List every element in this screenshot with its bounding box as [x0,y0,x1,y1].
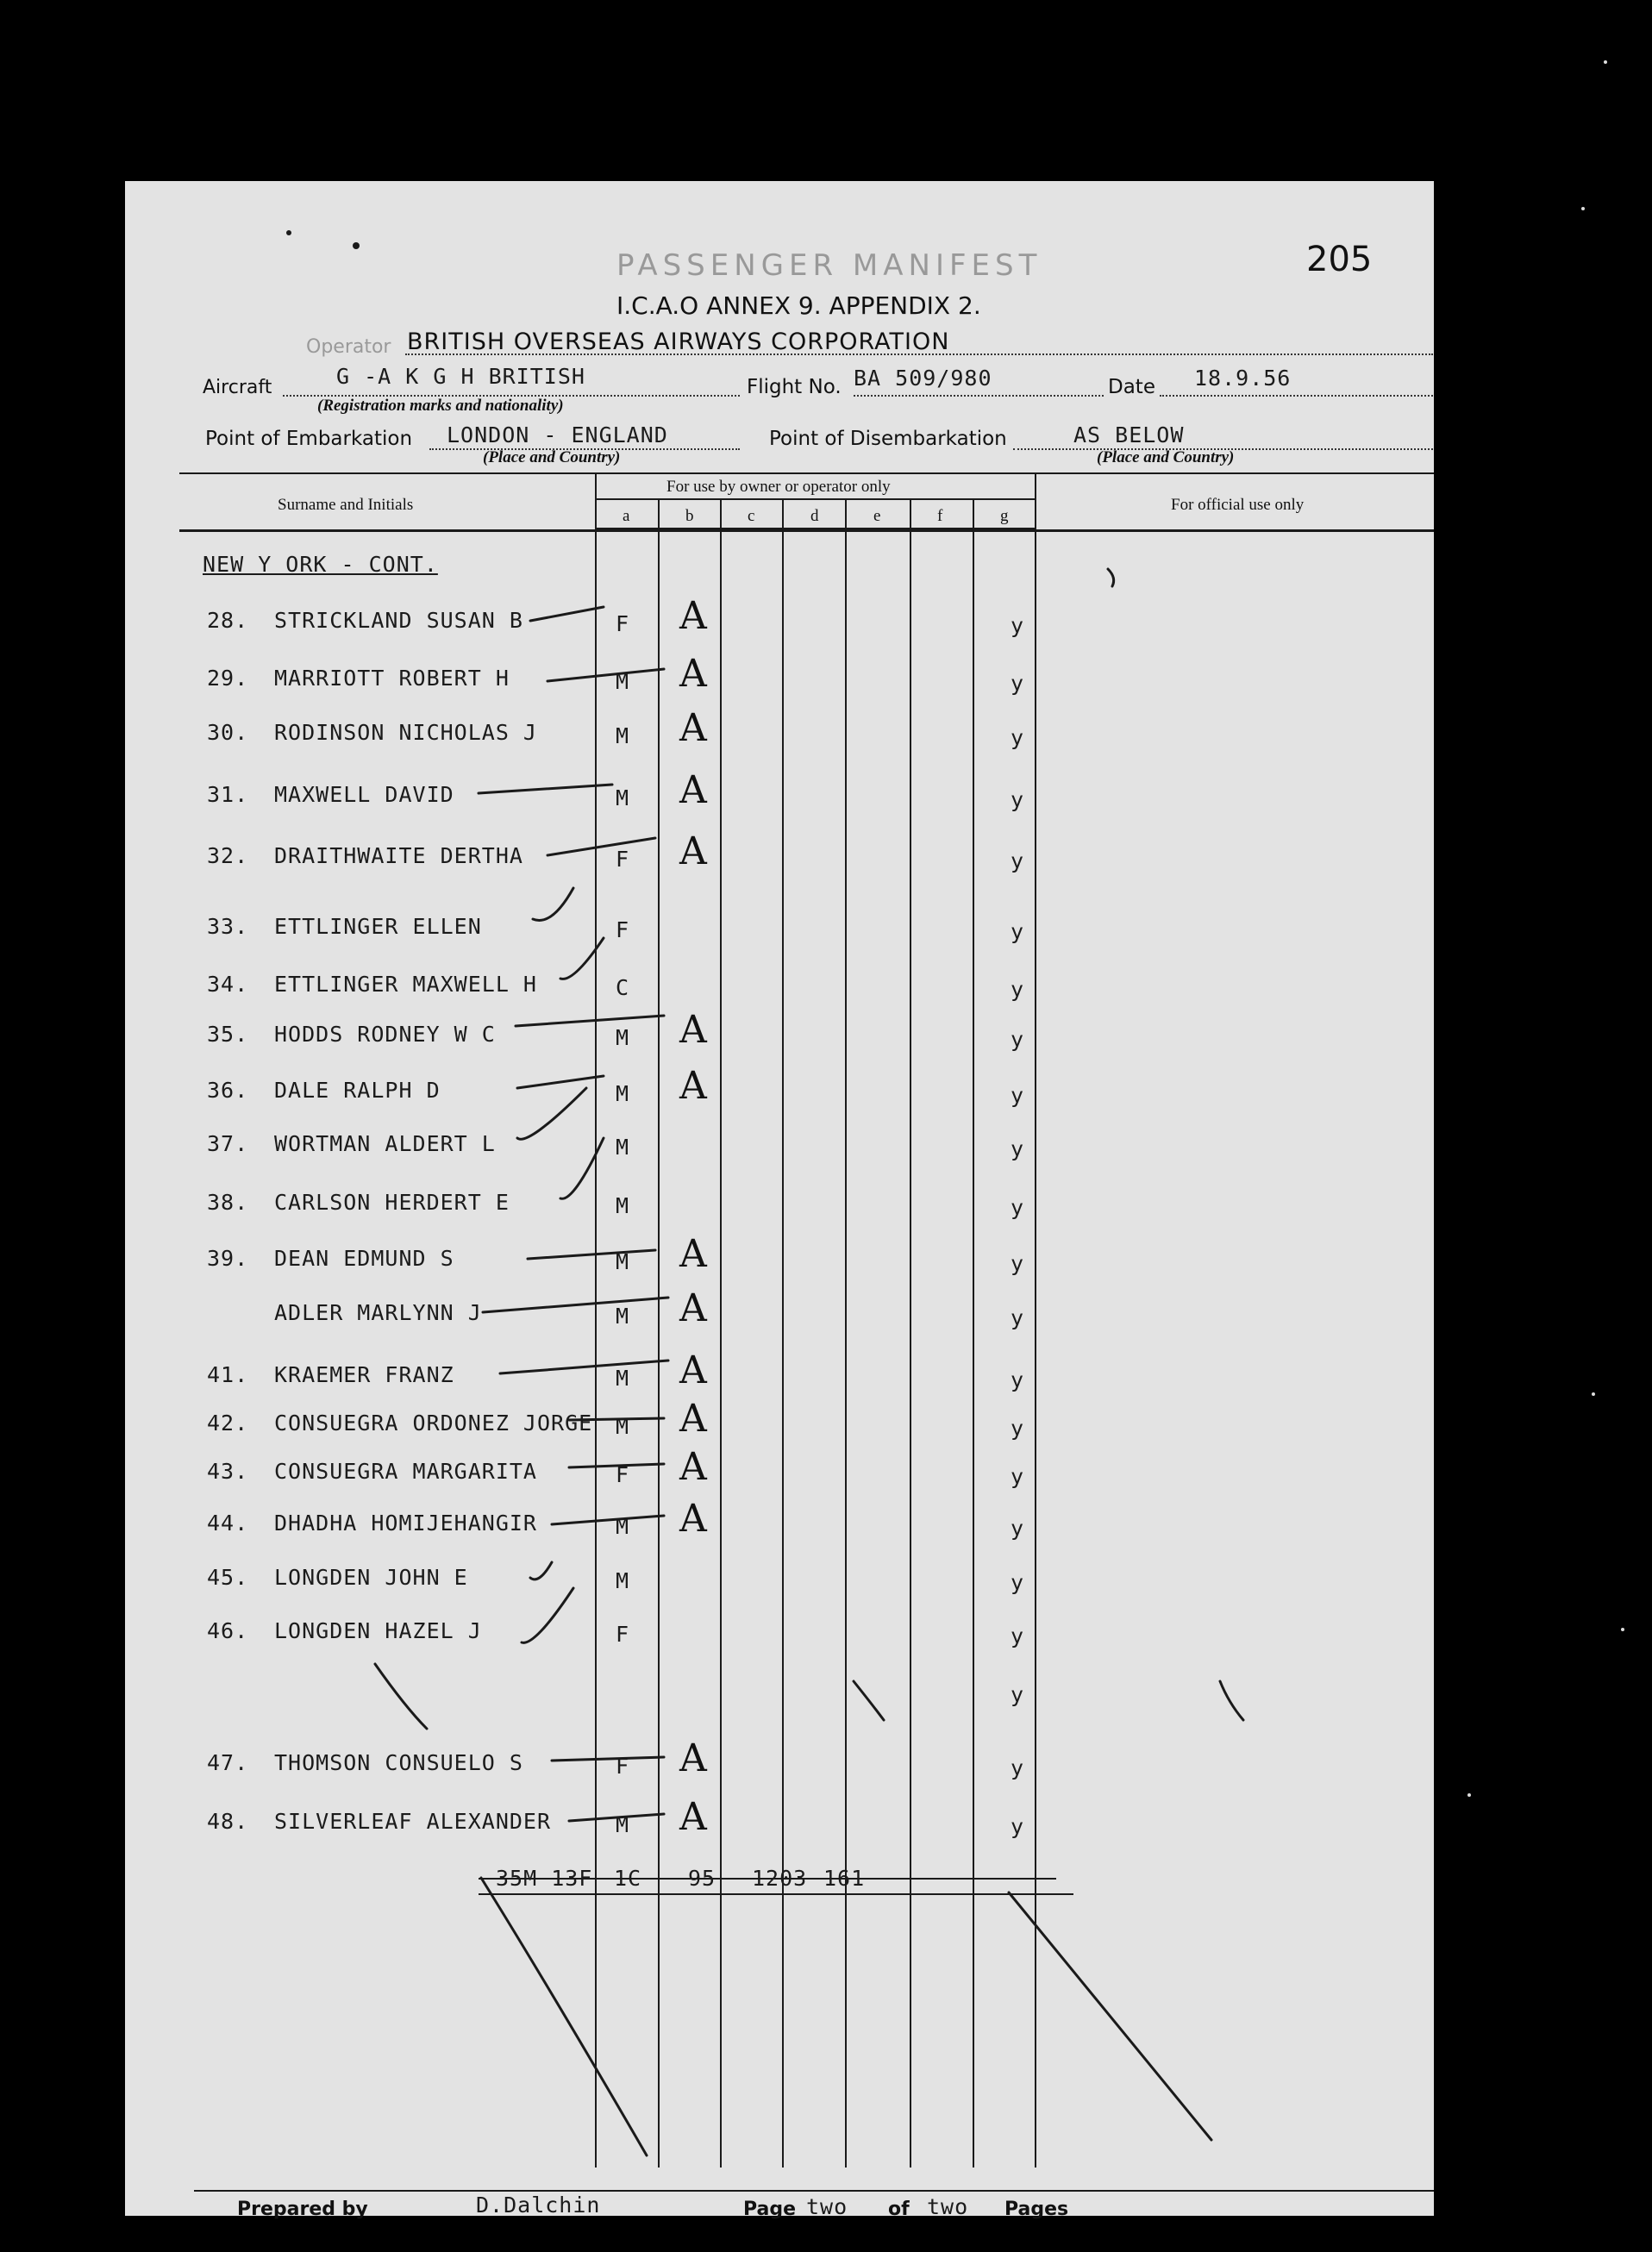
passenger-check-g: y [1011,1682,1025,1707]
handwritten-mark-b: A [679,768,707,812]
passenger-sex: M [616,669,630,694]
passenger-number: 35. [207,1022,249,1047]
passenger-number: 47. [207,1750,249,1775]
passenger-check-g: y [1011,1570,1025,1595]
disembarkation-value: AS BELOW [1073,422,1185,447]
handwritten-mark-b: A [679,1795,707,1839]
passenger-sex: M [616,1249,630,1274]
passenger-sex: M [616,1025,630,1050]
flight-label: Flight No. [747,376,842,398]
handwritten-mark-b: A [679,594,707,638]
total-sex: 35M 13F [496,1866,593,1891]
passenger-number: 30. [207,720,249,745]
total-a: 1C [614,1866,642,1891]
operator-value: BRITISH OVERSEAS AIRWAYS CORPORATION [407,328,950,355]
column-letter-e: e [873,507,881,525]
handwritten-mark-b: A [679,652,707,696]
date-value: 18.9.56 [1194,366,1292,391]
passenger-name: KRAEMER FRANZ [274,1362,454,1387]
passenger-sex: M [616,785,630,810]
passenger-check-g: y [1011,977,1025,1002]
of-value: two [927,2194,969,2219]
owner-use-header: For use by owner or operator only [666,478,891,496]
disembarkation-note: (Place and Country) [1097,448,1235,466]
passenger-name: THOMSON CONSUELO S [274,1750,523,1775]
passenger-name: HODDS RODNEY W C [274,1022,496,1047]
handwritten-mark-b: A [679,1497,707,1541]
handwritten-mark-b: A [679,1348,707,1392]
page-label: Page [743,2199,797,2220]
passenger-sex: F [616,1622,630,1647]
handwritten-mark-b: A [679,1232,707,1276]
passenger-name: MAXWELL DAVID [274,782,454,807]
passenger-name: ETTLINGER MAXWELL H [274,972,537,997]
passenger-check-g: y [1011,671,1025,696]
passenger-sex: F [616,1754,630,1779]
passenger-number: 33. [207,914,249,939]
passenger-number: 45. [207,1565,249,1590]
document-subtitle: I.C.A.O ANNEX 9. APPENDIX 2. [616,291,981,320]
passenger-sex: M [616,723,630,748]
passenger-number: 32. [207,843,249,868]
passenger-name: ADLER MARLYNN J [274,1300,482,1325]
document-title: PASSENGER MANIFEST [616,248,1042,283]
passenger-name: DEAN EDMUND S [274,1246,454,1271]
passenger-number: 34. [207,972,249,997]
passenger-check-g: y [1011,1516,1025,1541]
passenger-number: 46. [207,1618,249,1643]
official-use-header: For official use only [1171,496,1305,514]
passenger-check-g: y [1011,1623,1025,1648]
of-label: of [888,2199,910,2220]
handwritten-mark-b: A [679,1064,707,1108]
passenger-number: 41. [207,1362,249,1387]
page-number: 205 [1306,240,1373,279]
handwritten-mark-b: A [679,1445,707,1489]
passenger-check-g: y [1011,1305,1025,1330]
column-letter-c: c [748,507,755,525]
passenger-number: 29. [207,666,249,691]
passenger-check-g: y [1011,919,1025,944]
passenger-name: MARRIOTT ROBERT H [274,666,510,691]
aircraft-note: (Registration marks and nationality) [317,397,564,415]
handwritten-mark-b: A [679,1397,707,1441]
flight-value: BA 509/980 [854,366,992,391]
column-letter-a: a [623,507,630,525]
passenger-number: 44. [207,1511,249,1536]
column-letter-b: b [685,507,694,525]
passenger-check-g: y [1011,613,1025,638]
pages-label: Pages [1004,2199,1069,2220]
disembarkation-label: Point of Disembarkation [769,428,1007,450]
passenger-check-g: y [1011,725,1025,750]
column-letter-g: g [1000,507,1009,525]
passenger-check-g: y [1011,1367,1025,1392]
passenger-name: LONGDEN JOHN E [274,1565,468,1590]
passenger-check-g: y [1011,1027,1025,1052]
passenger-sex: M [616,1568,630,1593]
handwritten-mark-b: A [679,1286,707,1330]
surname-column-header: Surname and Initials [278,496,414,514]
handwritten-mark-b: A [679,706,707,750]
passenger-sex: F [616,917,630,942]
passenger-sex: M [616,1366,630,1391]
passenger-number: 42. [207,1411,249,1436]
passenger-check-g: y [1011,1251,1025,1276]
passenger-check-g: y [1011,848,1025,873]
passenger-name: CONSUEGRA MARGARITA [274,1459,537,1484]
operator-label: Operator [306,336,391,358]
passenger-check-g: y [1011,1195,1025,1220]
passenger-name: SILVERLEAF ALEXANDER [274,1809,552,1834]
passenger-name: WORTMAN ALDERT L [274,1131,496,1156]
passenger-name: STRICKLAND SUSAN B [274,608,523,633]
embarkation-label: Point of Embarkation [205,428,413,450]
passenger-check-g: y [1011,1416,1025,1441]
passenger-check-g: y [1011,1464,1025,1489]
passenger-number: 43. [207,1459,249,1484]
passenger-sex: F [616,611,630,636]
passenger-sex: F [616,847,630,872]
passenger-name: DRAITHWAITE DERTHA [274,843,523,868]
passenger-name: DALE RALPH D [274,1078,441,1103]
passenger-name: CONSUEGRA ORDONEZ JORGE [274,1411,593,1436]
passenger-name: DHADHA HOMIJEHANGIR [274,1511,537,1536]
passenger-check-g: y [1011,1136,1025,1161]
passenger-check-g: y [1011,1814,1025,1839]
passenger-number: 36. [207,1078,249,1103]
passenger-name: CARLSON HERDERT E [274,1190,510,1215]
passenger-sex: M [616,1414,630,1439]
total-de: 161 [823,1866,866,1891]
column-letter-f: f [937,507,943,525]
prepared-by-label: Prepared by [237,2199,368,2220]
passenger-number: 37. [207,1131,249,1156]
passenger-number: 28. [207,608,249,633]
prepared-by-value: D.Dalchin [476,2193,601,2218]
passenger-sex: M [616,1812,630,1837]
passenger-name: LONGDEN HAZEL J [274,1618,482,1643]
passenger-check-g: y [1011,1755,1025,1780]
embarkation-note: (Place and Country) [483,448,621,466]
date-label: Date [1108,376,1155,398]
handwritten-mark-b: A [679,829,707,873]
passenger-number: 39. [207,1246,249,1271]
section-heading: NEW Y ORK - CONT. [203,552,438,577]
handwritten-mark-b: A [679,1008,707,1052]
total-b: 95 [688,1866,716,1891]
page-value: two [806,2194,848,2219]
passenger-number: 31. [207,782,249,807]
passenger-check-g: y [1011,1083,1025,1108]
passenger-number: 38. [207,1190,249,1215]
passenger-sex: M [616,1081,630,1106]
aircraft-value: G -A K G H BRITISH [336,364,585,389]
passenger-number: 48. [207,1809,249,1834]
passenger-sex: C [616,975,630,1000]
passenger-name: ETTLINGER ELLEN [274,914,482,939]
passenger-sex: F [616,1462,630,1487]
passenger-sex: M [616,1514,630,1539]
passenger-check-g: y [1011,787,1025,812]
passenger-sex: M [616,1193,630,1218]
passenger-sex: M [616,1304,630,1329]
embarkation-value: LONDON - ENGLAND [447,422,668,447]
passenger-name: RODINSON NICHOLAS J [274,720,537,745]
total-cd: 1203 [752,1866,808,1891]
column-letter-d: d [810,507,819,525]
aircraft-label: Aircraft [203,377,272,398]
passenger-sex: M [616,1135,630,1160]
handwritten-mark-b: A [679,1736,707,1780]
